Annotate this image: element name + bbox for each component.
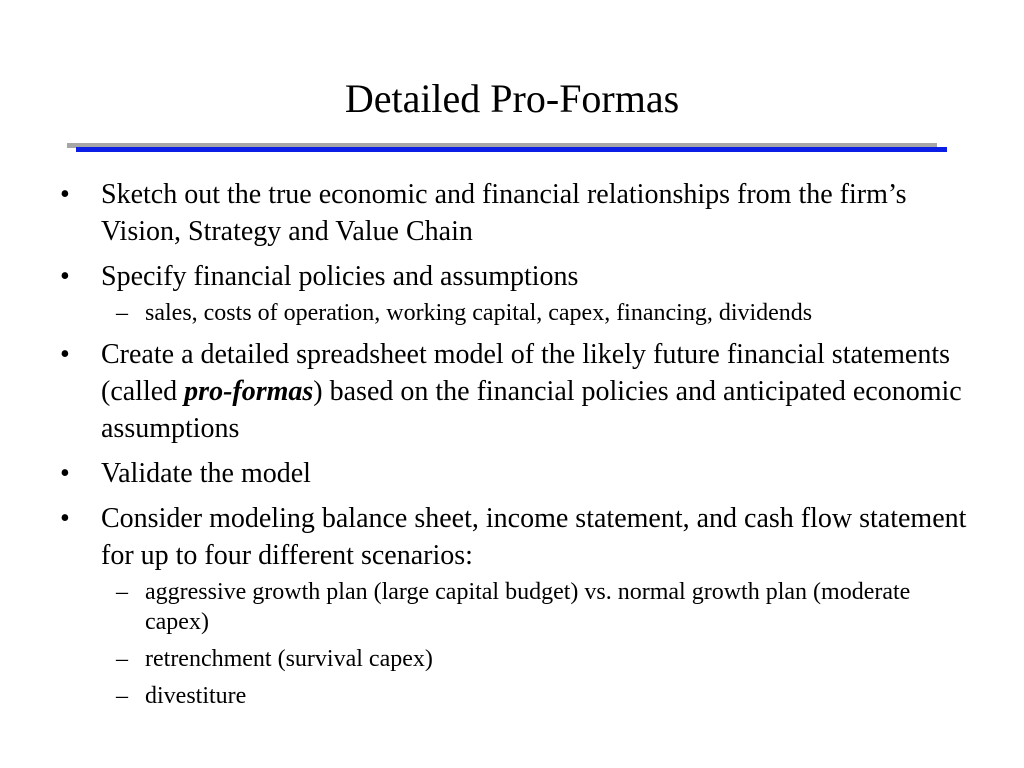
bullet-text-before: Create a detailed spreadsheet model of the likely future financial statements (called xyxy=(101,339,950,407)
dash-icon: – xyxy=(116,646,128,672)
bullet-item xyxy=(60,500,970,711)
bullet-item xyxy=(60,258,970,328)
sub-bullet-text: aggressive growth plan (large capital budget) vs. normal growth plan (moderate capex) xyxy=(145,579,911,635)
bullet-icon: • xyxy=(60,503,70,534)
sub-bullet-list xyxy=(101,298,970,328)
bullet-text-after: ) based on the financial policies and anticipated economic assumptions xyxy=(101,376,962,444)
dash-icon: – xyxy=(116,683,128,709)
title-rule xyxy=(76,147,947,152)
bullet-item xyxy=(60,455,970,492)
dash-icon: – xyxy=(116,579,128,605)
emphasis-term: pro-formas xyxy=(184,376,314,407)
sub-bullet-text: divestiture xyxy=(145,683,247,709)
bullet-icon: • xyxy=(60,458,70,489)
bullet-icon: • xyxy=(60,179,70,210)
sub-bullet-item xyxy=(101,298,970,328)
sub-bullet-text: sales, costs of operation, working capital, capex, financing, dividends xyxy=(145,300,813,326)
bullet-item xyxy=(60,336,970,447)
bullet-text: Specify financial policies and assumptions xyxy=(101,261,579,292)
bullet-text: Consider modeling balance sheet, income statement, and cash flow statement for up to four different scenarios: xyxy=(101,503,967,571)
sub-bullet-item xyxy=(101,644,970,674)
dash-icon: – xyxy=(116,300,128,326)
slide-title: Detailed Pro-Formas xyxy=(344,76,680,121)
bullet-text: Validate the model xyxy=(101,458,311,489)
sub-bullet-list xyxy=(101,577,970,711)
bullet-item xyxy=(60,176,970,250)
sub-bullet-item xyxy=(101,577,970,637)
sub-bullet-text: retrenchment (survival capex) xyxy=(145,646,433,672)
bullet-list xyxy=(60,176,970,719)
sub-bullet-item xyxy=(101,681,970,711)
bullet-text: Sketch out the true economic and financial relationships from the firm’s Vision, Strategy and Value Chain xyxy=(101,179,907,247)
bullet-icon: • xyxy=(60,261,70,292)
bullet-icon: • xyxy=(60,339,70,370)
